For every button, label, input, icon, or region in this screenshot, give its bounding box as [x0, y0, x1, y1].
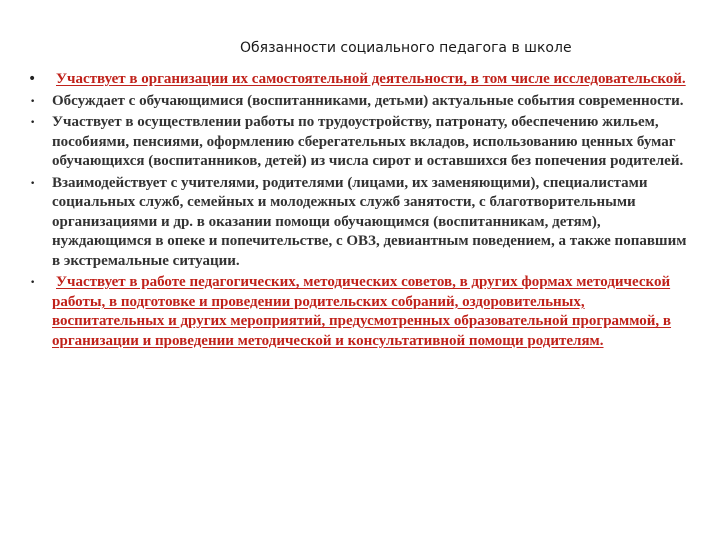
bullet-icon: • [30, 278, 36, 288]
list-item-interaction [24, 174, 696, 272]
list-item-organization [24, 70, 696, 90]
list-item-employment [24, 113, 696, 172]
slide-title: Обязанности социального педагога в школе [240, 40, 572, 56]
bullet-icon: • [28, 71, 37, 87]
bullet-icon: • [30, 178, 36, 189]
list-item-text: Участвует в осуществлении работы по трудоустройству, патронату, обеспечению жильем, пособиями, пенсиями, оформлению сберегательных вкладов, использованию ценных бумаг обучающихся (воспитанников, детей) из числа сирот и оставшихся без попечения родителей. [52, 114, 684, 169]
list-item-text: Участвует в работе педагогических, методических советов, в других формах методической работы, в подготовке и проведении родительских собраний, оздоровительных, воспитательных и других мероприятий, предусмотренных образовательной программой, в организации и проведении методической и консультативной помощи родителям. [52, 274, 672, 349]
list-item-text: Участвует в организации их самостоятельной деятельности, в том числе исследовательской. [56, 71, 686, 87]
bullet-icon: • [30, 96, 36, 107]
list-item-councils [24, 273, 696, 351]
list-item-discussion [24, 92, 696, 112]
list-item-text: Обсуждает с обучающимися (воспитанниками, детьми) актуальные события современности. [52, 92, 684, 109]
list-item-text: Взаимодействует с учителями, родителями (лицами, их заменяющими), специалистами социальных служб, семейных и молодежных служб занятости, с благотворительными организациями и др. в оказании помощи обучающимся (воспитанникам, детям), нуждающимся в опеке и попечительстве, с ОВЗ, девиантным поведением, а также попавшим в экстремальные ситуации. [52, 174, 687, 269]
bullet-icon: • [30, 118, 36, 128]
duties-list [24, 70, 696, 351]
